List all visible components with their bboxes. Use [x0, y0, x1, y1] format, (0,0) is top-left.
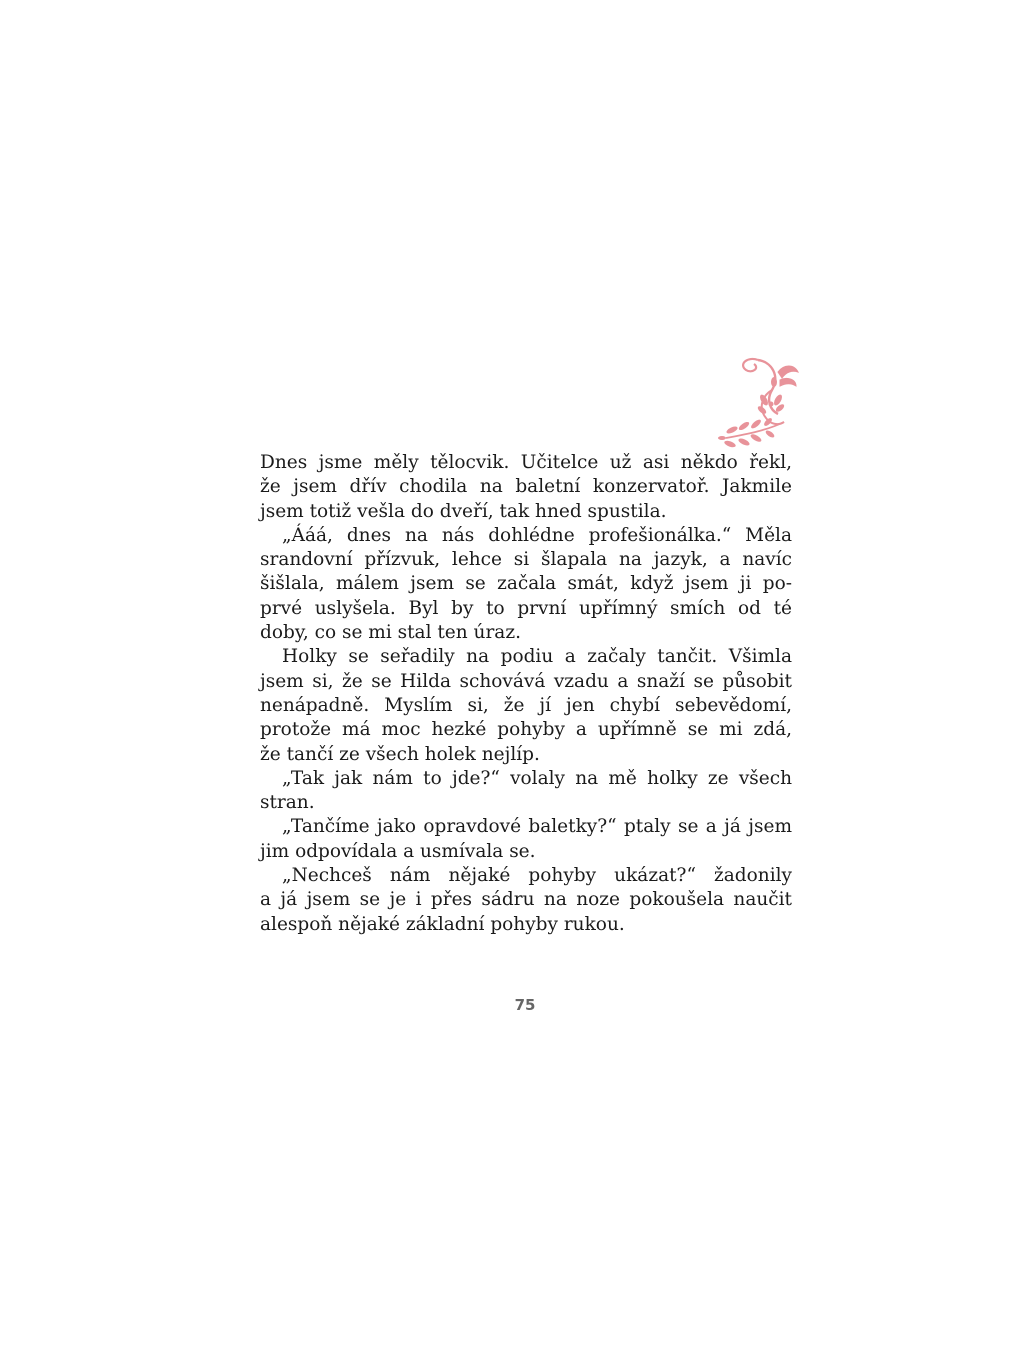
text-line: Holky se seřadily na podiu a začaly tančit. Všimla: [282, 646, 792, 668]
text-line: šišlala, málem jsem se začala smát, když jsem ji po-: [260, 573, 792, 595]
text-line: prvé uslyšela. Byl by to první upřímný smích od té: [260, 597, 792, 619]
text-line: Dnes jsme měly tělocvik. Učitelce už asi někdo řekl,: [260, 452, 792, 473]
page-number: 75: [514, 996, 536, 1014]
text-line: stran.: [260, 792, 315, 814]
text-line: jsem si, že se Hilda schovává vzadu a snaží se působit: [260, 670, 792, 692]
body-text: [260, 451, 792, 937]
text-line: že tančí ze všech holek nejlíp.: [260, 743, 540, 765]
text-line: srandovní přízvuk, lehce si šlapala na jazyk, a navíc: [260, 549, 792, 571]
text-line: nenápadně. Myslím si, že jí jen chybí sebevědomí,: [260, 694, 792, 716]
text-line: „Ááá, dnes na nás dohlédne profešionálka.“ Měla: [282, 524, 792, 546]
text-line: že jsem dřív chodila na baletní konzervatoř. Jakmile: [260, 476, 792, 498]
floral-flourish-icon: [718, 354, 806, 448]
text-line: a já jsem se je i přes sádru na noze pokoušela naučit: [260, 889, 792, 911]
text-line: protože má moc hezké pohyby a upřímně se mi zdá,: [260, 719, 792, 741]
text-line: alespoň nějaké základní pohyby rukou.: [260, 913, 625, 935]
text-line: jsem totiž vešla do dveří, tak hned spustila.: [260, 500, 667, 522]
text-line: „Nechceš nám nějaké pohyby ukázat?“ žadonily: [282, 865, 792, 887]
text-line: „Tančíme jako opravdové baletky?“ ptaly se a já jsem: [282, 816, 792, 838]
text-line: jim odpovídala a usmívala se.: [260, 840, 536, 862]
text-line: „Tak jak nám to jde?“ volaly na mě holky ze všech: [282, 767, 792, 789]
text-line: doby, co se mi stal ten úraz.: [260, 622, 521, 644]
